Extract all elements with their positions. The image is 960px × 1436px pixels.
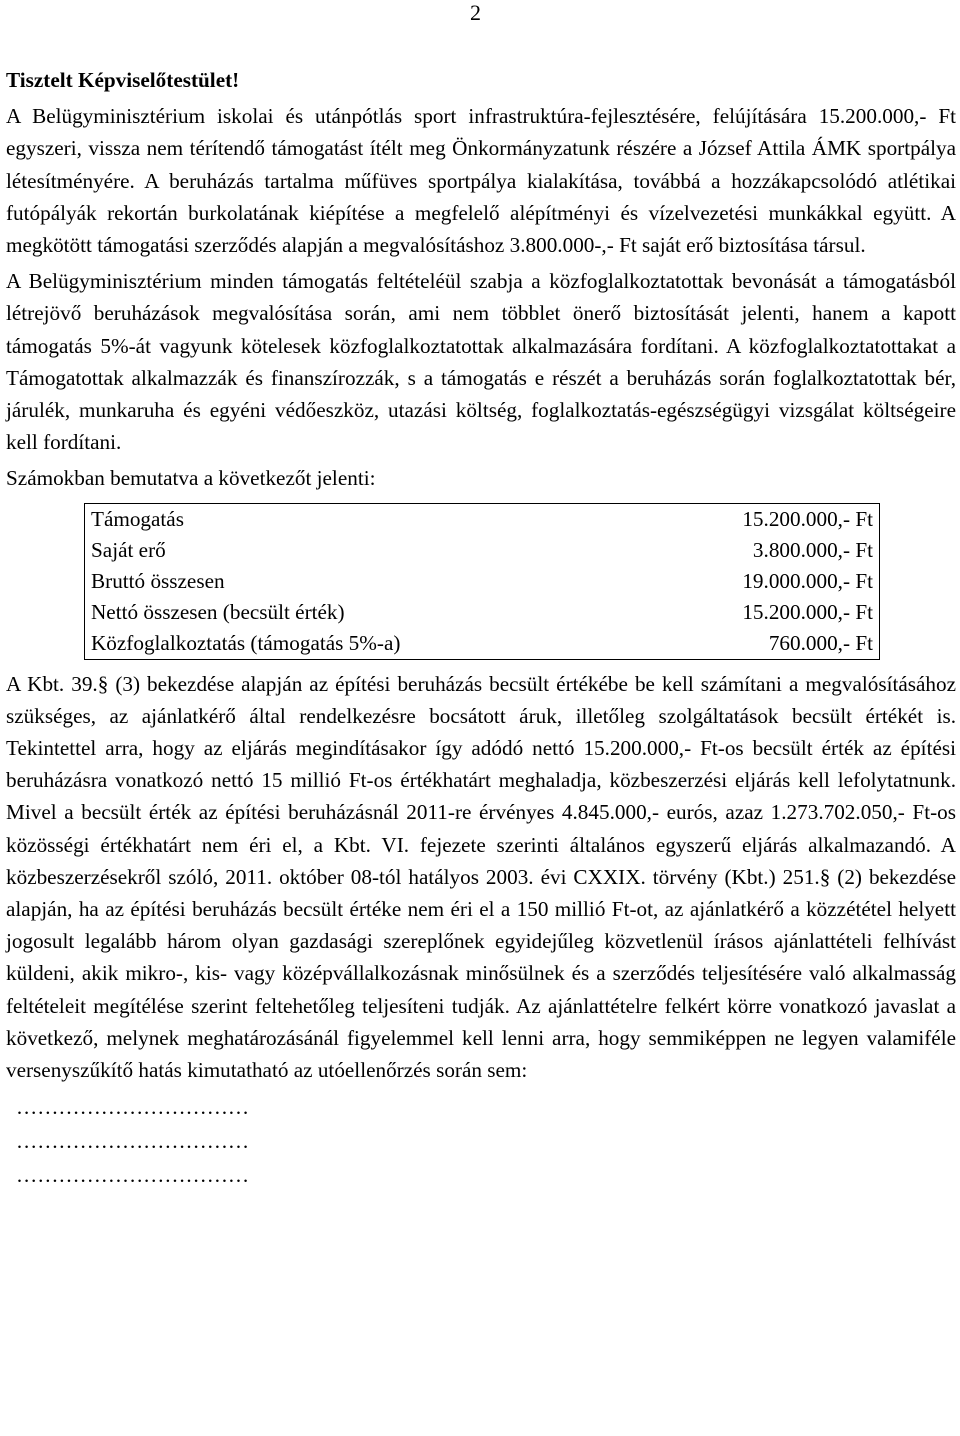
document-body xyxy=(6,64,956,1192)
dotted-line: …………………………… xyxy=(16,1129,250,1154)
row-amount: 3.800.000,- Ft xyxy=(752,537,873,562)
row-amount: 760.000,- Ft xyxy=(768,630,873,655)
row-label: Támogatás xyxy=(91,506,184,531)
page-number: 2 xyxy=(470,0,481,25)
paragraph-intro: A Belügyminisztérium iskolai és utánpótlás sport infrastruktúra-fejlesztésére, felújítására 15.200.000,- Ft egyszeri, vissza nem térítendő támogatást ítélt meg Önkormányzatunk részére a József Attila ÁMK sportpálya létesítményére. A beruházás tartalma műfüves sportpálya kialakítása, továbbá a hozzákapcsolódó atlétikai futópályák rekortán burkolatának kiépítése a megfelelő alépítményi és vízelvezetési munkákkal együtt. A megkötött támogatási szerződés alapján a megvalósításhoz 3.800.000-,- Ft saját erő biztosítása társul. xyxy=(6,104,956,258)
row-label: Nettó összesen (becsült érték) xyxy=(91,599,345,624)
dotted-line: …………………………… xyxy=(16,1095,250,1120)
row-amount: 15.200.000,- Ft xyxy=(742,506,873,531)
salutation: Tisztelt Képviselőtestület! xyxy=(6,68,240,92)
table-row xyxy=(85,503,880,535)
row-label: Közfoglalkoztatás (támogatás 5%-a) xyxy=(91,630,401,655)
table-row xyxy=(85,535,880,566)
row-amount: 19.000.000,- Ft xyxy=(742,568,873,593)
row-label: Bruttó összesen xyxy=(91,568,225,593)
table-row xyxy=(85,566,880,597)
paragraph-requirements: A Belügyminisztérium minden támogatás feltételéül szabja a közfoglalkoztatottak bevonását a támogatásból létrejövő beruházások megvalósítása során, ami nem többlet önerő biztosítását jelenti, hanem a kapott támogatás 5%-át vagyunk kötelesek közfoglalkoztatottak alkalmazására fordítani. A közfoglalkoztatottakat a Támogatottak alkalmazzák és finanszírozzák, s a támogatás e részét a beruházás során foglalkoztatottak bér, járulék, munkaruha és egyéni védőeszköz, utazási költség, foglalkoztatás-egészségügyi vizsgálat költségeire kell fordítani. xyxy=(6,269,956,455)
row-amount: 15.200.000,- Ft xyxy=(742,599,873,624)
paragraph-legal: A Kbt. 39.§ (3) bekezdése alapján az építési beruházás becsült értékébe be kell számítani a megvalósításához szükséges, az ajánlatkérő által rendelkezésre bocsátott áruk, illetőleg szolgáltatások becsült értékét is. Tekintettel arra, hogy az eljárás megindításakor így adódó nettó 15.200.000,- Ft-os becsült érték az építési beruházásra vonatkozó nettó 15 millió Ft-os értékhatárt meghaladja, közbeszerzési eljárás kell lefolytatnunk. Mivel a becsült érték az építési beruházásnál 2011-re érvényes 4.845.000,- eurós, azaz 1.273.702.050,- Ft-os közösségi értékhatárt nem éri el, a Kbt. VI. fejezete szerinti általános egyszerű eljárás alkalmazandó. A közbeszerzésekről szóló, 2011. október 08-tól hatályos 2003. évi CXXIX. törvény (Kbt.) 251.§ (2) bekezdése alapján, ha az építési beruházás becsült értéke nem éri el a 150 millió Ft-ot, az ajánlatkérő a közzététel helyett jogosult legalább három olyan gazdasági szereplőnek egyidejűleg közvetlenül írásos ajánlattételi felhívást küldeni, akik mikro-, kis- vagy középvállalkozásnak minősülnek és a szerződés teljesítésére való alkalmasság feltételeit megítélése szerint feltehetőleg teljesíteni tudják. Az ajánlattételre felkért körre vonatkozó javaslat a következő, melynek meghatározásánál figyelemmel kell lenni arra, hogy semmiképpen ne legyen valamiféle versenyszűkítő hatás kimutatható az utóellenőrzés során sem: xyxy=(6,671,956,1083)
table-row xyxy=(85,628,880,660)
paragraph-numbers-intro: Számokban bemutatva a következőt jelenti: xyxy=(6,466,376,491)
table-row xyxy=(85,597,880,628)
row-label: Saját erő xyxy=(91,537,166,562)
summary-table xyxy=(84,503,880,660)
dotted-line: …………………………… xyxy=(16,1163,250,1188)
